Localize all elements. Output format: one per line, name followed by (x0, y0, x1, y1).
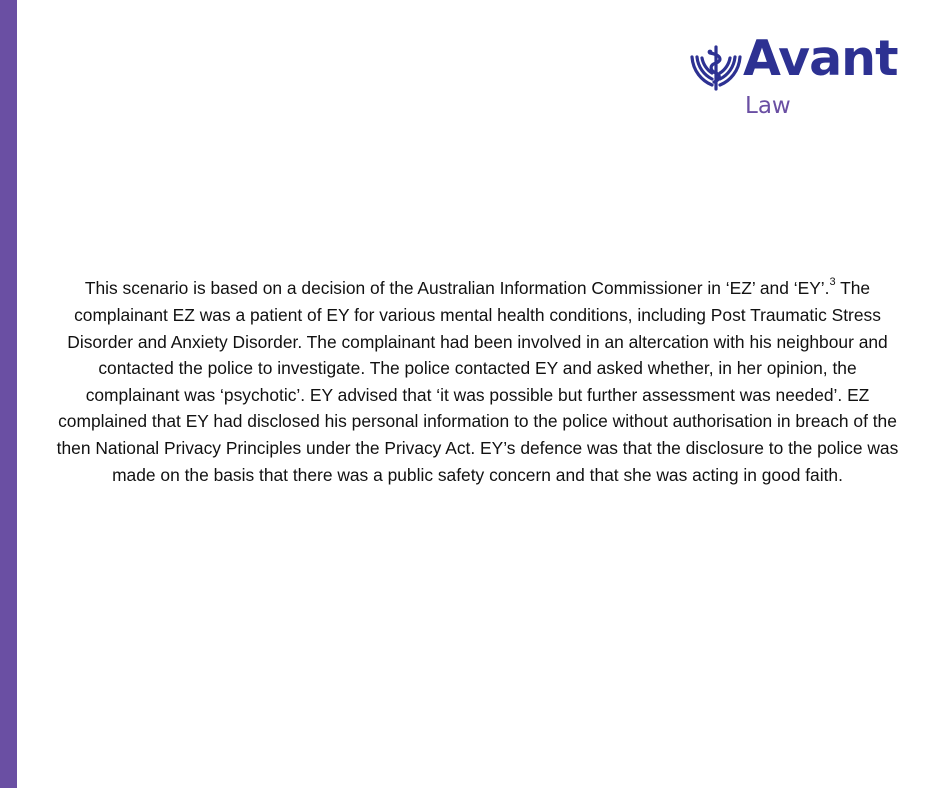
brand-subtitle: Law (745, 93, 791, 119)
scenario-text-start: This scenario is based on a decision of the Australian Information Commissioner in ‘EZ’ and ‘EY’. (84, 278, 830, 299)
left-accent-bar (0, 0, 17, 788)
caduceus-wings-icon (688, 41, 744, 91)
scenario-paragraph (50, 275, 905, 488)
scenario-text-rest: The complainant EZ was a patient of EY for various mental health conditions, including Post Traumatic Stress Disorder and Anxiety Disorder. The complainant had been involved in an altercation with his neighbour and contacted the police to investigate. The police contacted EY and asked whether, in her opinion, the complainant was ‘psychotic’. EY advised that ‘it was possible but further assessment was needed’. EZ complained that EY had disclosed his personal information to the police without authorisation in breach of the then National Privacy Principles under the Privacy Act. EY’s defence was that the disclosure to the police was made on the basis that there was a public safety concern and that she was acting in good faith. (56, 278, 899, 485)
avant-law-logo (688, 30, 903, 128)
footnote-reference: 3 (829, 276, 836, 289)
brand-name: Avant (743, 30, 898, 87)
